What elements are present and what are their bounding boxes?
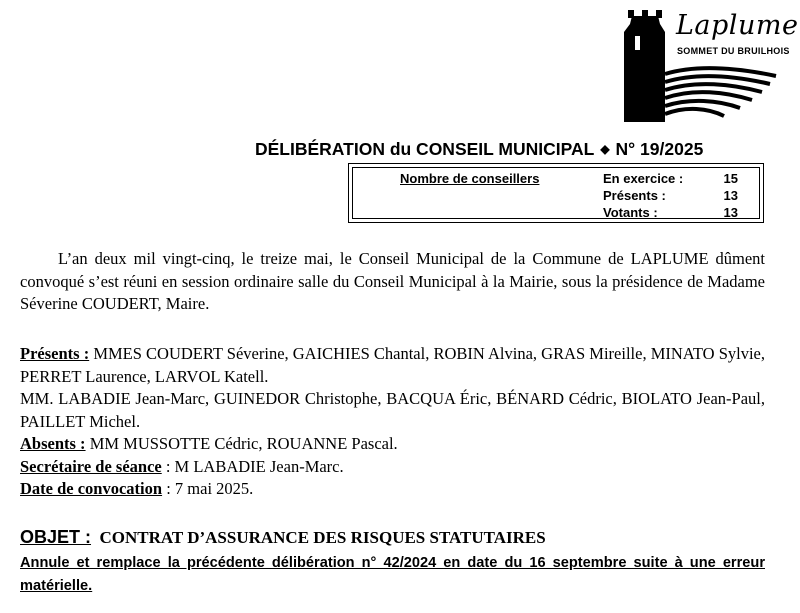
count-label: Présents : — [603, 188, 666, 203]
count-value: 13 — [723, 188, 738, 203]
counts-box-inner — [352, 167, 760, 219]
laplume-logo — [618, 6, 799, 124]
objet-line — [20, 527, 765, 548]
attendance-section — [20, 343, 765, 501]
presents-women: MMES COUDERT Séverine, GAICHIES Chantal, ROBIN Alvina, GRAS Mireille, MINATO Sylvie, PERRET Laurence, LARVOL Katell. — [20, 344, 765, 386]
intro-paragraph: L’an deux mil vingt-cinq, le treize mai, le Conseil Municipal de la Commune de LAPLUME dûment convoqué s’est réuni en session ordinaire salle du Conseil Municipal à la Mairie, sous la présidence de Madame Séverine COUDERT, Maire. — [20, 249, 765, 313]
secretary-line — [20, 456, 765, 479]
presents-line — [20, 343, 765, 388]
count-row-exercice — [603, 171, 763, 188]
count-label: En exercice : — [603, 171, 684, 186]
deliberation-title — [255, 139, 764, 160]
absents-names: MM MUSSOTTE Cédric, ROUANNE Pascal. — [89, 434, 398, 453]
count-value: 13 — [723, 205, 738, 220]
count-label: Votants : — [603, 205, 658, 220]
convocation-date: : 7 mai 2025. — [166, 479, 254, 498]
presents-men: MM. LABADIE Jean-Marc, GUINEDOR Christophe, BACQUA Éric, BÉNARD Cédric, BIOLATO Jean-Paul, PAILLET Michel. — [20, 389, 765, 431]
absents-line — [20, 433, 765, 456]
annule-note: Annule et remplace la précédente délibération n° 42/2024 en date du 16 septembre suite à une erreur matérielle. — [20, 555, 765, 594]
counts-heading: Nombre de conseillers — [400, 171, 540, 186]
count-value: 15 — [723, 171, 738, 186]
logo-name: Laplume — [676, 10, 799, 41]
objet-text: CONTRAT D’ASSURANCE DES RISQUES STATUTAIRES — [99, 528, 546, 547]
objet-label: OBJET : — [20, 527, 92, 547]
convocation-line — [20, 478, 765, 501]
presents-label: Présents : — [20, 344, 90, 363]
secretary-name: : M LABADIE Jean-Marc. — [165, 456, 344, 476]
logo-tagline: SOMMET DU BRUILHOIS — [677, 46, 790, 56]
deliberation-number: N° 19/2025 — [615, 139, 704, 159]
counts-box — [348, 163, 764, 223]
secretary-label: Secrétaire de séance — [20, 456, 162, 476]
diamond-separator: ◆ — [600, 142, 610, 156]
count-row-presents — [603, 188, 763, 205]
convocation-label: Date de convocation — [20, 479, 163, 498]
count-row-votants — [603, 205, 763, 222]
deliberation-title-text: DÉLIBÉRATION du CONSEIL MUNICIPAL — [255, 139, 595, 159]
absents-label: Absents : — [20, 434, 86, 453]
